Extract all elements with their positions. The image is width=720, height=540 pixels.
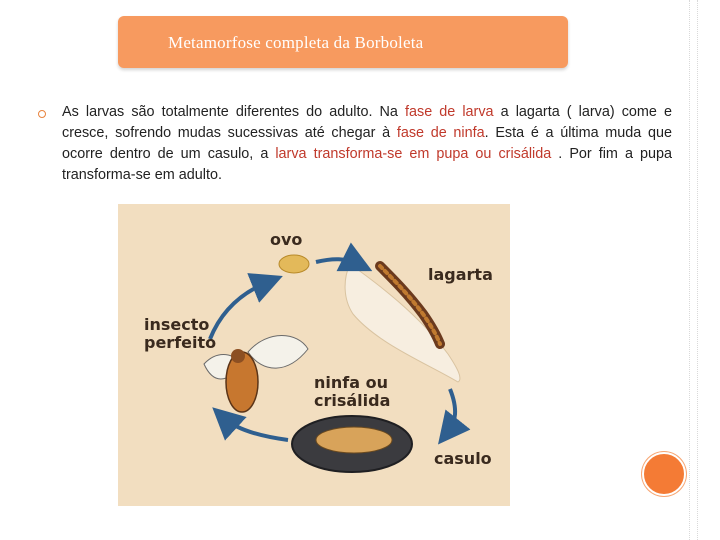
highlighted-term: larva transforma-se em pupa ou crisálida [275, 146, 552, 162]
decorative-rule-right [697, 0, 698, 540]
decorative-rule-left [689, 0, 690, 540]
butterfly-shape [204, 336, 308, 413]
title-box [118, 16, 568, 68]
paragraph-text: a lagarta ( larva) come e cresce, sofrendo mudas sucessivas até chegar à [62, 104, 672, 141]
arrow-caterpillar-to-pupa [448, 389, 455, 432]
paragraph-text: As larvas são totalmente diferentes do adulto. Na [62, 104, 405, 120]
bullet-icon [38, 110, 46, 118]
label-casulo: casulo [434, 449, 492, 468]
label-crisalida: crisálida [314, 391, 391, 410]
paragraph-text: . Esta é a última muda que ocorre dentro de um casulo, a [62, 125, 672, 162]
label-ovo: ovo [270, 230, 303, 249]
decorative-orange-dot [642, 452, 686, 496]
cocoon-shape [292, 416, 412, 472]
label-lagarta: lagarta [428, 265, 493, 284]
highlighted-term: fase de ninfa [396, 125, 485, 141]
paragraph-text: . Por fim a pupa transforma-se em adulto. [62, 146, 672, 183]
egg-shape [279, 255, 309, 273]
arrow-pupa-to-adult [224, 418, 288, 440]
body-paragraph [62, 102, 672, 186]
label-ninfa: ninfa ou [314, 373, 388, 392]
slide-title: Metamorfose completa da Borboleta [168, 33, 424, 52]
highlighted-term: fase de larva [405, 104, 494, 120]
arrow-egg-to-caterpillar [316, 259, 358, 264]
arrow-adult-to-egg [210, 282, 268, 339]
label-insecto: insecto [144, 315, 210, 334]
metamorphosis-figure [118, 204, 510, 506]
label-perfeito: perfeito [144, 333, 217, 352]
